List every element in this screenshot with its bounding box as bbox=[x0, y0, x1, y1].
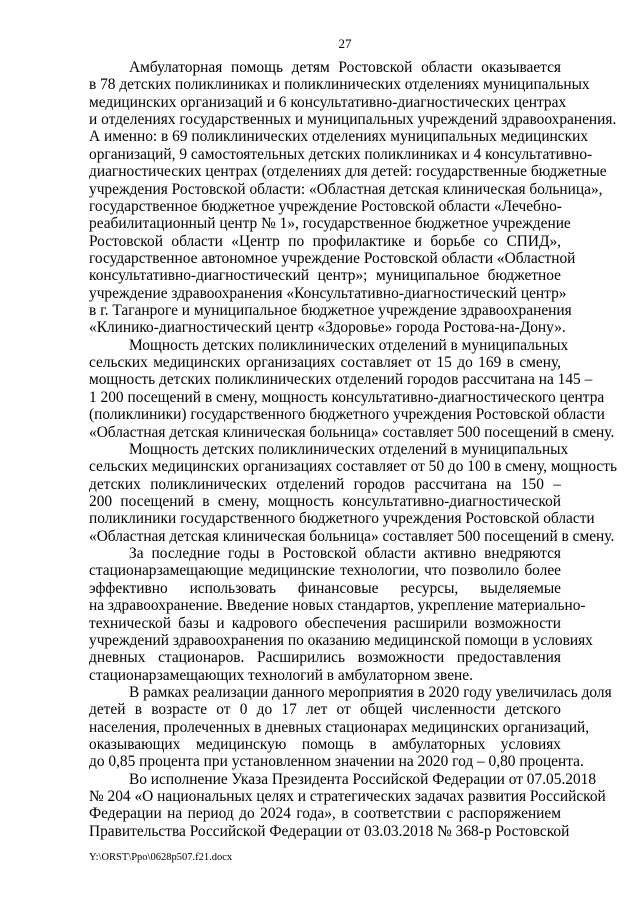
text-line: учреждения Ростовской области: «Областная детская клиническая больница», bbox=[89, 180, 603, 198]
text-line: эффективно использовать финансовые ресурсы, выделяемые bbox=[89, 579, 561, 597]
text-line: 200 посещений в смену, мощность консультативно-диагностической bbox=[89, 492, 561, 510]
text-line: технической базы и кадрового обеспечения расширили возможности bbox=[89, 614, 561, 632]
text-line: 1 200 посещений в смену, мощность консультативно-диагностического центра bbox=[89, 388, 605, 406]
paragraph bbox=[89, 683, 612, 771]
text-line: (поликлиники) государственного бюджетного учреждения Ростовской области bbox=[89, 406, 605, 424]
document-body bbox=[89, 59, 617, 840]
text-line: диагностических центрах (отделениях для детей: государственные бюджетные bbox=[89, 163, 607, 181]
text-line: «Клинико-диагностический центр «Здоровье» города Ростова-на-Дону». bbox=[89, 319, 566, 337]
text-line: дневных стационаров. Расширились возможности предоставления bbox=[89, 649, 561, 667]
text-line: стационарзамещающие медицинские технологии, что позволило более bbox=[89, 562, 561, 580]
text-line: Федерации на период до 2024 года», в соответствии с распоряжением bbox=[89, 805, 561, 823]
text-line: детских поликлинических отделений городов рассчитана на 150 – bbox=[89, 475, 561, 493]
footer-file-path: Y:\ORST\Ppo\0628p507.f21.docx bbox=[89, 852, 233, 863]
text-line: За последние годы в Ростовской области активно внедряются bbox=[129, 545, 561, 563]
text-line: на здравоохранение. Введение новых стандартов, укрепление материально- bbox=[89, 597, 586, 615]
paragraph bbox=[89, 770, 606, 840]
text-line: сельских медицинских организациях составляет от 15 до 169 в смену, bbox=[89, 354, 561, 372]
text-line: консультативно-диагностический центр»; муниципальное бюджетное bbox=[89, 267, 561, 285]
text-line: в 78 детских поликлиниках и поликлинических отделениях муниципальных bbox=[89, 76, 590, 94]
text-line: сельских медицинских организациях составляет от 50 до 100 в смену, мощность bbox=[89, 458, 617, 476]
text-line: реабилитационный центр № 1», государственное бюджетное учреждение bbox=[89, 215, 571, 233]
text-line: и отделениях государственных и муниципальных учреждений здравоохранения. bbox=[89, 111, 617, 129]
text-line: стационарзамещающих технологий в амбулаторном звене. bbox=[89, 666, 473, 684]
text-line: учреждений здравоохранения по оказанию медицинской помощи в условиях bbox=[89, 631, 593, 649]
text-line: поликлиники государственного бюджетного учреждения Ростовской области bbox=[89, 510, 595, 528]
text-line: № 204 «О национальных целях и стратегических задачах развития Российской bbox=[89, 788, 606, 806]
text-line: «Областная детская клиническая больница» составляет 500 посещений в смену. bbox=[89, 423, 615, 441]
text-line: Правительства Российской Федерации от 03.03.2018 № 368-р Ростовской bbox=[89, 822, 570, 840]
page-number: 27 bbox=[338, 36, 352, 51]
text-line: Ростовской области «Центр по профилактике и борьбе со СПИД», bbox=[89, 232, 561, 250]
text-line: мощность детских поликлинических отделений городов рассчитана на 145 – bbox=[89, 371, 593, 389]
paragraph bbox=[89, 59, 617, 337]
text-line: государственное автономное учреждение Ростовской области «Областной bbox=[89, 249, 576, 267]
text-line: учреждение здравоохранения «Консультативно-диагностический центр» bbox=[89, 284, 567, 302]
paragraph bbox=[89, 336, 615, 441]
text-line: А именно: в 69 поликлинических отделениях муниципальных медицинских bbox=[89, 128, 589, 146]
text-line: государственное бюджетное учреждение Ростовской области «Лечебно- bbox=[89, 197, 562, 215]
text-line: в г. Таганроге и муниципальное бюджетное учреждение здравоохранения bbox=[89, 302, 572, 320]
paragraph bbox=[89, 440, 617, 545]
text-line: Амбулаторная помощь детям Ростовской области оказывается bbox=[129, 59, 561, 76]
text-line: оказывающих медицинскую помощь в амбулаторных условиях bbox=[89, 736, 561, 754]
text-line: до 0,85 процента при установленном значении на 2020 год – 0,80 процента. bbox=[89, 753, 584, 771]
text-line: населения, пролеченных в дневных стационарах медицинских организаций, bbox=[89, 718, 590, 736]
text-line: медицинских организаций и 6 консультативно-диагностических центрах bbox=[89, 93, 567, 111]
text-line: «Областная детская клиническая больница» составляет 500 посещений в смену. bbox=[89, 527, 615, 545]
paragraph bbox=[89, 545, 593, 684]
text-line: детей в возрасте от 0 до 17 лет от общей численности детского bbox=[89, 701, 561, 719]
text-line: Мощность детских поликлинических отделений в муниципальных bbox=[129, 336, 569, 354]
text-line: организаций, 9 самостоятельных детских поликлиниках и 4 консультативно- bbox=[89, 145, 593, 163]
text-line: Мощность детских поликлинических отделений в муниципальных bbox=[129, 440, 569, 458]
text-line: Во исполнение Указа Президента Российской Федерации от 07.05.2018 bbox=[129, 770, 597, 788]
text-line: В рамках реализации данного мероприятия в 2020 году увеличилась доля bbox=[129, 683, 612, 701]
